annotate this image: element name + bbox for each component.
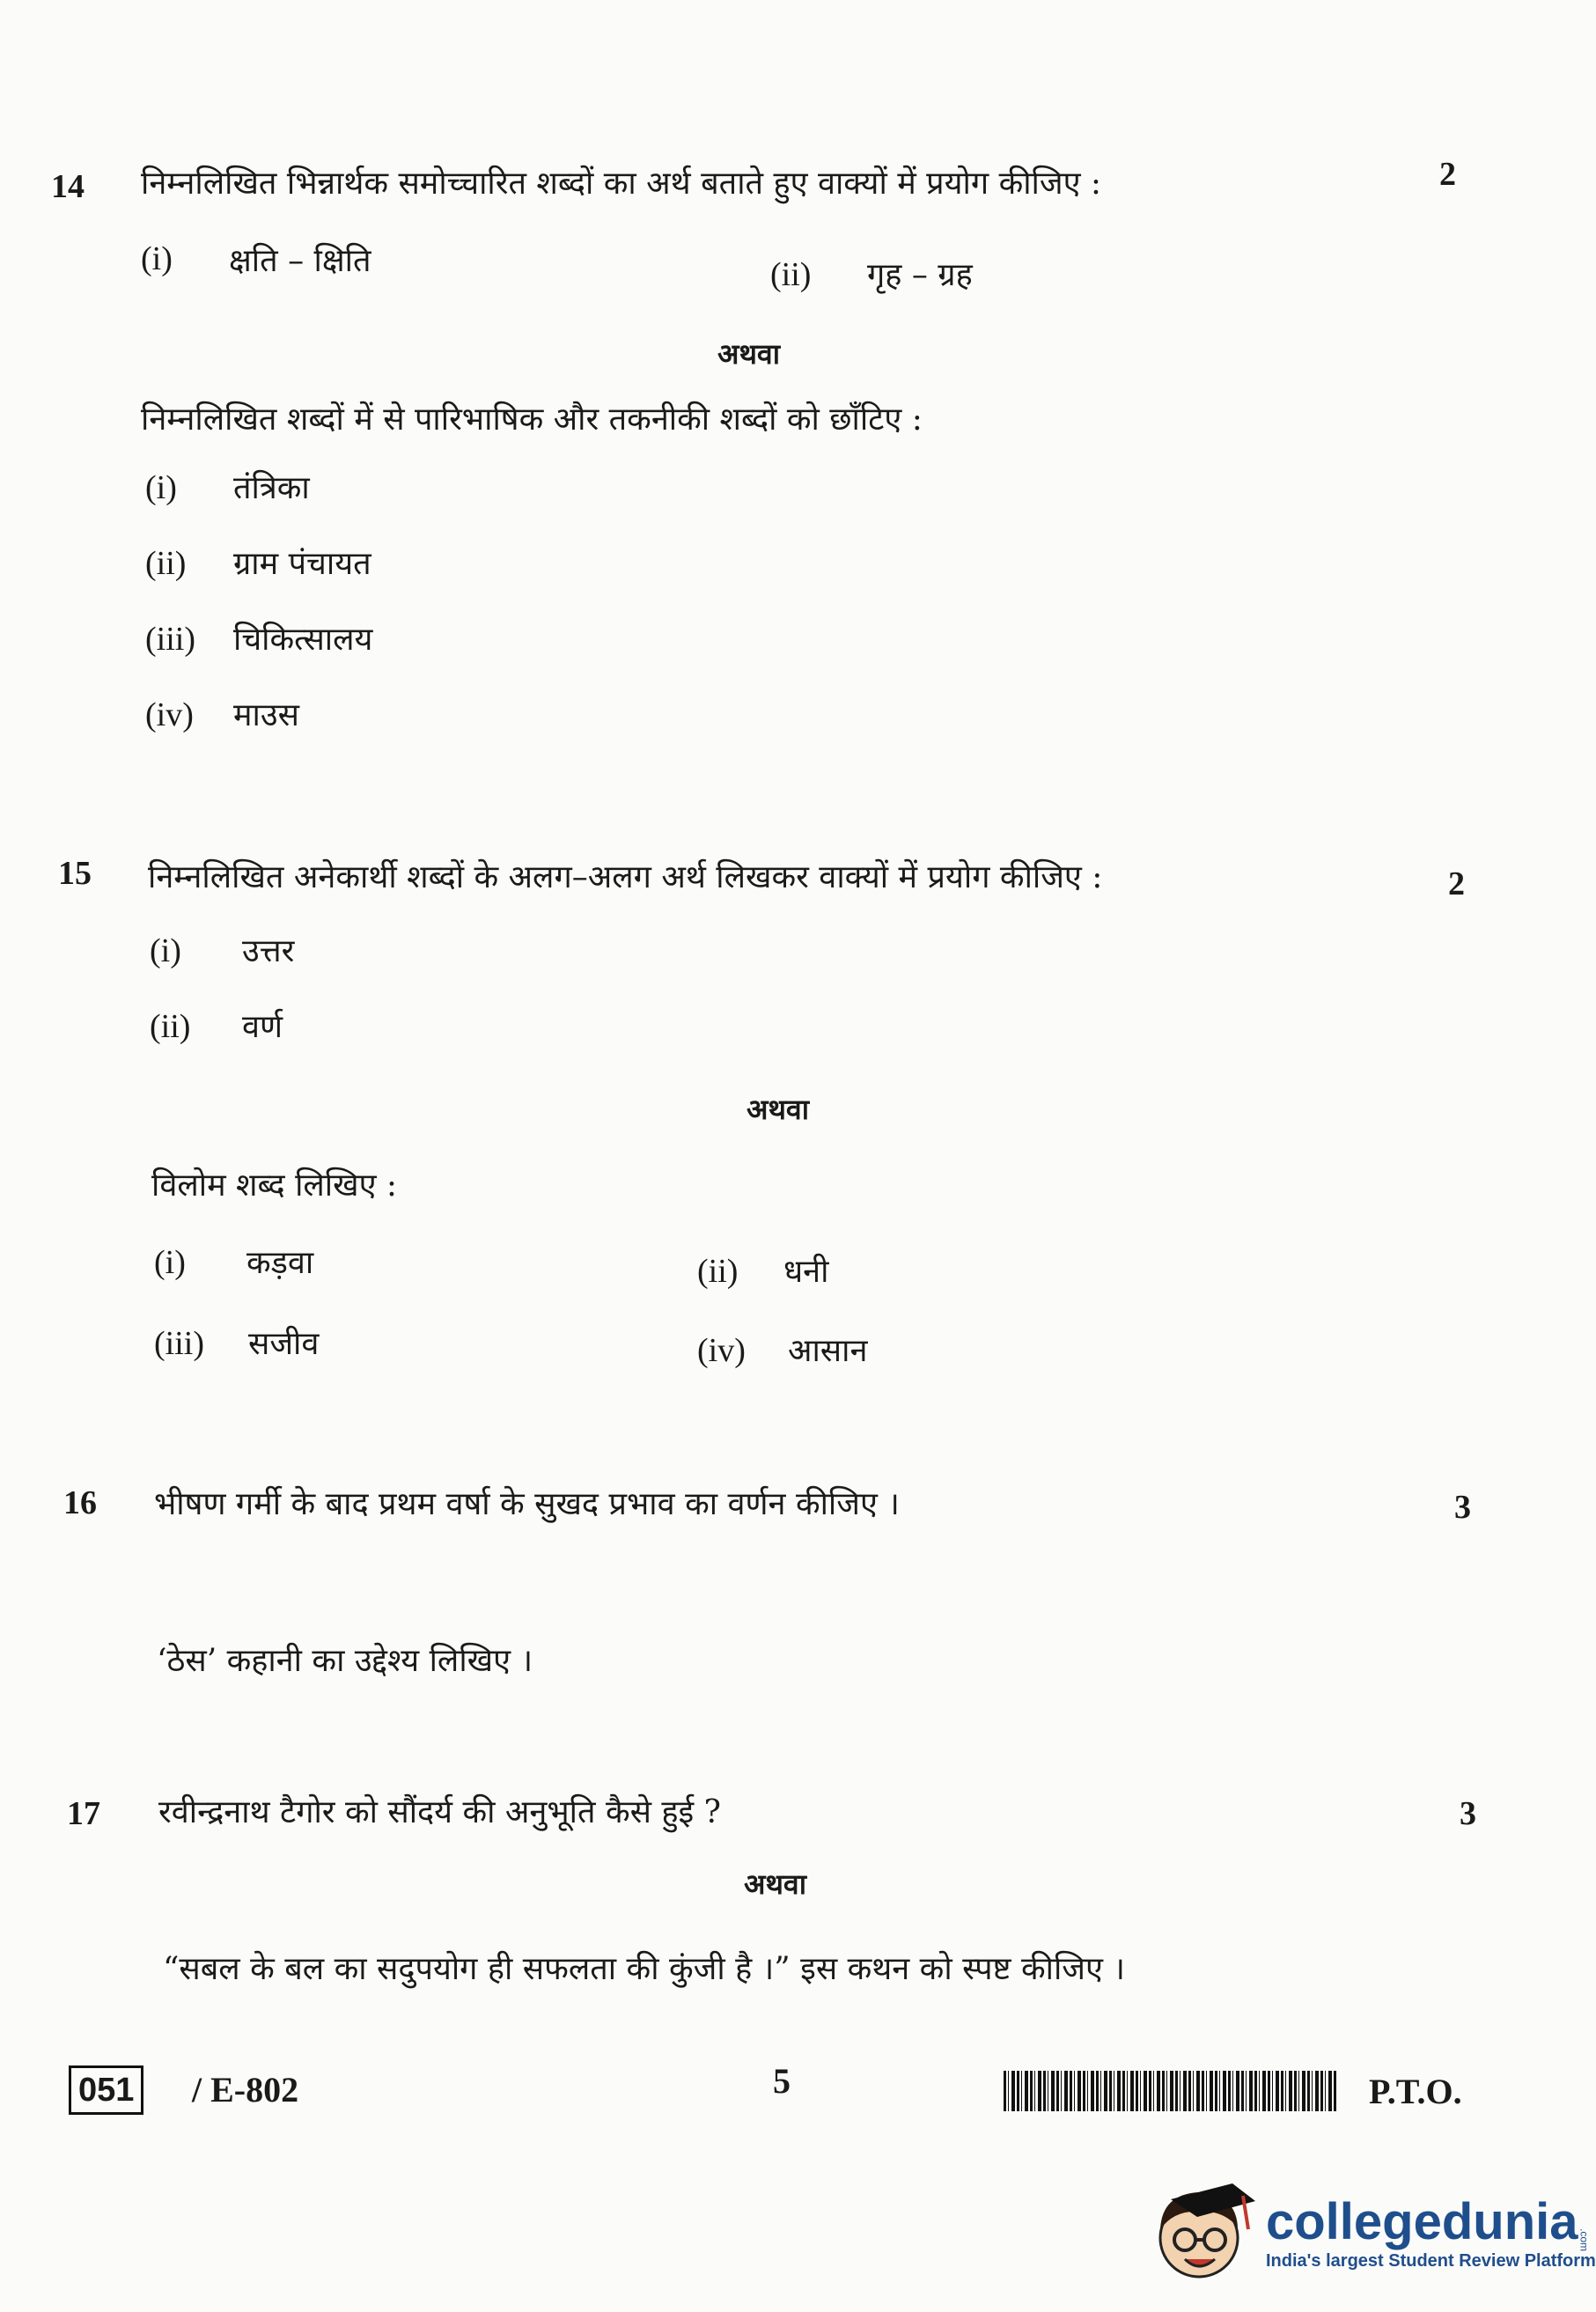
paper-series: / E-802 [192, 2070, 299, 2110]
q17-question: रवीन्द्रनाथ टैगोर को सौंदर्य की अनुभूति कैसे हुई ? [158, 1794, 721, 1830]
q15-or-label: अथवा [747, 1093, 809, 1126]
q14-number: 14 [51, 168, 85, 205]
q14-item-2-num: (ii) [770, 256, 812, 293]
q15-alt-item-4-num: (iv) [697, 1332, 746, 1369]
brand-name: collegedunia [1266, 2193, 1578, 2250]
q16-number: 16 [63, 1484, 97, 1521]
q14-or-label: अथवा [717, 337, 780, 371]
q14-alt-item-2-text: ग्राम पंचायत [233, 546, 371, 582]
q15-alt-item-1-num: (i) [154, 1244, 186, 1281]
q15-alt-question: विलोम शब्द लिखिए : [151, 1167, 398, 1204]
q15-item-2-text: वर्ण [242, 1009, 283, 1045]
student-mascot-icon [1144, 2175, 1259, 2289]
q16-alt-question: ‘ठेस’ कहानी का उद्देश्य लिखिए । [157, 1643, 533, 1679]
q14-alt-item-1-num: (i) [145, 469, 177, 506]
q15-alt-item-2-num: (ii) [697, 1253, 739, 1290]
q14-marks: 2 [1439, 156, 1456, 193]
q15-alt-item-1-text: कड़वा [246, 1245, 314, 1281]
q17-marks: 3 [1460, 1795, 1476, 1832]
q15-alt-item-2-text: धनी [783, 1254, 829, 1290]
q15-alt-item-4-text: आसान [788, 1333, 868, 1369]
q14-alt-item-3-text: चिकित्सालय [233, 622, 373, 658]
q14-alt-question: निम्नलिखित शब्दों में से पारिभाषिक और तकनीकी शब्दों को छाँटिए : [141, 401, 923, 438]
q14-alt-item-4-text: माउस [233, 697, 299, 733]
brand-tagline: India's largest Student Review Platform [1266, 2251, 1596, 2271]
q14-alt-item-3-num: (iii) [145, 621, 195, 658]
q17-alt-question: “सबल के बल का सदुपयोग ही सफलता की कुंजी है ।” इस कथन को स्पष्ट कीजिए । [163, 1951, 1126, 1987]
q15-item-1-text: उत्तर [242, 933, 295, 969]
q15-number: 15 [58, 855, 92, 892]
q14-alt-item-4-num: (iv) [145, 696, 194, 733]
q16-marks: 3 [1454, 1489, 1471, 1526]
page-number: 5 [773, 2061, 791, 2101]
q14-question: निम्नलिखित भिन्नार्थक समोच्चारित शब्दों का अर्थ बताते हुए वाक्यों में प्रयोग कीजिए : [141, 166, 1102, 202]
q14-alt-item-2-num: (ii) [145, 545, 187, 582]
q17-number: 17 [67, 1795, 100, 1832]
q17-or-label: अथवा [744, 1867, 806, 1901]
q15-item-1-num: (i) [150, 932, 181, 969]
q15-question: निम्नलिखित अनेकार्थी शब्दों के अलग–अलग अर्थ लिखकर वाक्यों में प्रयोग कीजिए : [148, 859, 1103, 895]
q14-alt-item-1-text: तंत्रिका [233, 470, 310, 506]
barcode [1004, 2071, 1338, 2111]
brand-suffix: .com [1578, 2227, 1591, 2251]
q15-item-2-num: (ii) [150, 1008, 191, 1045]
q14-item-2-text: गृह – ग्रह [867, 257, 973, 293]
q15-alt-item-3-num: (iii) [154, 1325, 204, 1362]
q14-item-1-num: (i) [141, 240, 173, 277]
paper-code-box: 051 [69, 2065, 143, 2115]
pto-label: P.T.O. [1369, 2072, 1462, 2111]
q15-marks: 2 [1448, 865, 1465, 902]
q14-item-1-text: क्षति – क्षिति [229, 243, 371, 279]
q16-question: भीषण गर्मी के बाद प्रथम वर्षा के सुखद प्रभाव का वर्णन कीजिए । [154, 1486, 900, 1522]
q15-alt-item-3-text: सजीव [248, 1326, 320, 1362]
collegedunia-watermark [1144, 2175, 1596, 2289]
